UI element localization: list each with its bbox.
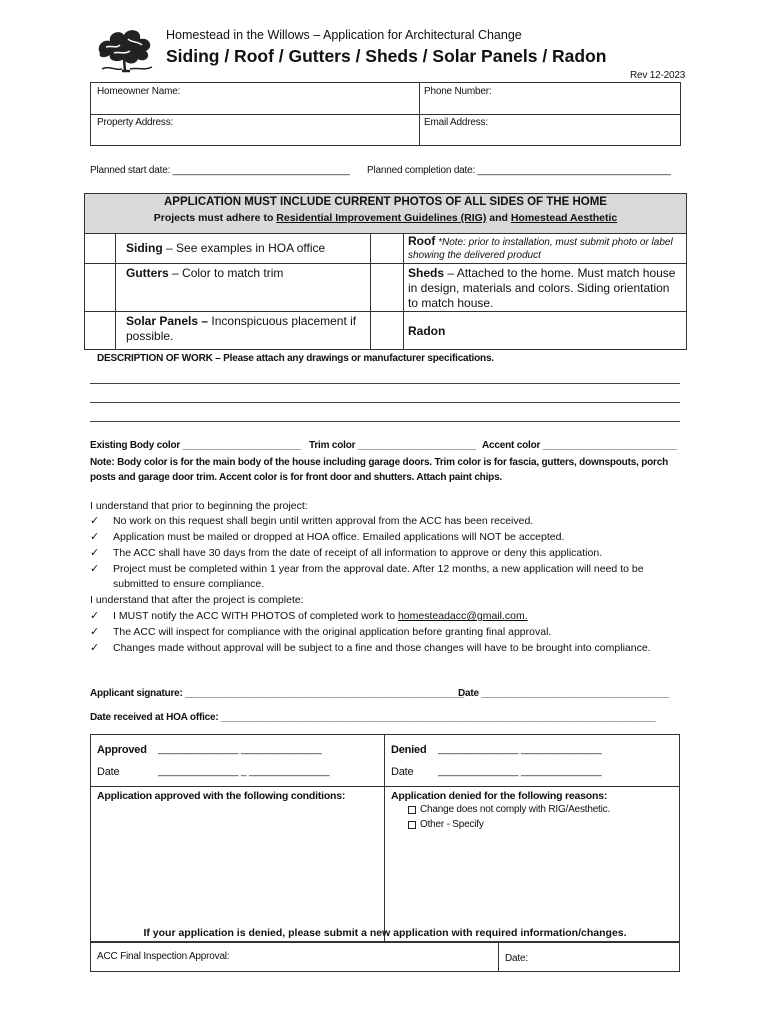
radon-checkbox[interactable] bbox=[370, 311, 402, 349]
homestead-aesthetic-link[interactable]: Homestead Aesthetic bbox=[510, 212, 618, 224]
planned-start-date-field[interactable]: Planned start date: _________________________________ bbox=[90, 165, 350, 176]
homeowner-name-field[interactable]: Homeowner Name: bbox=[97, 86, 181, 97]
body-color-field[interactable]: Existing Body color ______________________ bbox=[90, 440, 301, 451]
description-line-1[interactable] bbox=[90, 383, 680, 384]
denied-date-field[interactable]: _______________ _______________ bbox=[438, 766, 602, 777]
siding-checkbox[interactable] bbox=[85, 234, 114, 262]
siding-option: Siding – See examples in HOA office bbox=[126, 241, 326, 255]
term-before-4: Project must be completed within 1 year from the approval date. After 12 months, a new application will need to be submitted to ensure compliance. bbox=[113, 563, 644, 590]
gutters-checkbox[interactable] bbox=[85, 263, 114, 310]
term-after-2: The ACC will inspect for compliance with the original application before granting final approval. bbox=[113, 626, 552, 638]
trim-color-field[interactable]: Trim color ______________________ bbox=[309, 440, 476, 451]
check-mark-icon: ✓ bbox=[90, 515, 100, 527]
term-after-3: Changes made without approval will be subject to a fine and those changes will have to be brought into compliance. bbox=[113, 642, 651, 654]
terms-after-intro: I understand that after the project is complete: bbox=[90, 594, 304, 606]
revision-label: Rev 12-2023 bbox=[630, 70, 686, 81]
guidelines-notice: Projects must adhere to Residential Improvement Guidelines (RIG) and Homestead Aesthetic bbox=[153, 212, 618, 224]
phone-number-field[interactable]: Phone Number: bbox=[424, 86, 492, 97]
final-inspection-field[interactable]: ACC Final Inspection Approval: bbox=[97, 951, 230, 962]
solar-panels-option: Solar Panels – Inconspicuous placement if possible. bbox=[126, 314, 357, 343]
reason-noncompliance-checkbox[interactable] bbox=[408, 806, 416, 814]
accent-color-field[interactable]: Accent color _________________________ bbox=[482, 440, 677, 451]
denied-resubmit-notice: If your application is denied, please submit a new application with required information/changes. bbox=[143, 927, 627, 939]
check-mark-icon: ✓ bbox=[90, 547, 100, 559]
denied-label: Denied bbox=[391, 744, 427, 756]
approval-conditions-label: Application approved with the following conditions: bbox=[97, 790, 346, 802]
solar-panels-checkbox[interactable] bbox=[85, 311, 114, 349]
email-address-field[interactable]: Email Address: bbox=[424, 117, 488, 128]
form-title: Siding / Roof / Gutters / Sheds / Solar Panels / Radon bbox=[166, 46, 607, 66]
check-mark-icon: ✓ bbox=[90, 610, 100, 622]
check-mark-icon: ✓ bbox=[90, 531, 100, 543]
color-note: Note: Body color is for the main body of the house including garage doors. Trim color is for fascia, gutters, downspouts, porch posts and garage door trim. Accent color is for front door and shutters. Attach paint chips. bbox=[90, 457, 668, 483]
approved-signature-field[interactable]: _______________ _______________ bbox=[158, 744, 322, 755]
description-line-2[interactable] bbox=[90, 402, 680, 403]
check-mark-icon: ✓ bbox=[90, 626, 100, 638]
approved-date-field[interactable]: _______________ _ _______________ bbox=[158, 766, 330, 777]
gutters-option: Gutters – Color to match trim bbox=[126, 266, 284, 280]
sheds-option: Sheds – Attached to the home. Must match house in design, materials and colors. Siding orientation to match house. bbox=[408, 266, 676, 310]
description-label: DESCRIPTION OF WORK – Please attach any drawings or manufacturer specifications. bbox=[97, 353, 494, 364]
final-inspection-date-field[interactable]: Date: bbox=[505, 953, 528, 964]
photos-required-heading: APPLICATION MUST INCLUDE CURRENT PHOTOS OF ALL SIDES OF THE HOME bbox=[164, 196, 607, 208]
description-line-3[interactable] bbox=[90, 421, 680, 422]
term-before-2: Application must be mailed or dropped at HOA office. Emailed applications will NOT be accepted. bbox=[113, 531, 565, 543]
date-received-field[interactable]: Date received at HOA office: _________________________________________________________________________________ bbox=[90, 712, 656, 723]
denied-date-label: Date bbox=[391, 766, 414, 778]
approved-label: Approved bbox=[97, 744, 147, 756]
form-subtitle: Homestead in the Willows – Application for Architectural Change bbox=[166, 28, 522, 42]
denied-signature-field[interactable]: _______________ _______________ bbox=[438, 744, 602, 755]
signature-date-field[interactable]: Date ___________________________________ bbox=[458, 688, 670, 699]
terms-before-intro: I understand that prior to beginning the project: bbox=[90, 500, 308, 512]
reason-noncompliance-label: Change does not comply with RIG/Aesthetic. bbox=[420, 804, 611, 815]
rig-link[interactable]: Residential Improvement Guidelines (RIG) bbox=[276, 212, 487, 224]
term-after-1: I MUST notify the ACC WITH PHOTOS of completed work to homesteadacc@gmail.com. bbox=[113, 610, 528, 622]
radon-option: Radon bbox=[408, 324, 446, 338]
logo-tree-icon bbox=[94, 25, 156, 75]
check-mark-icon: ✓ bbox=[90, 563, 100, 575]
roof-checkbox[interactable] bbox=[370, 234, 402, 262]
applicant-signature-field[interactable]: Applicant signature: ____________________________________________________ bbox=[90, 688, 465, 699]
property-address-field[interactable]: Property Address: bbox=[97, 117, 174, 128]
term-before-1: No work on this request shall begin until written approval from the ACC has been received. bbox=[113, 515, 534, 527]
denial-reasons-label: Application denied for the following reasons: bbox=[391, 790, 608, 802]
roof-option: Roof *Note: prior to installation, must submit photo or label showing the delivered product bbox=[408, 234, 673, 261]
reason-other-checkbox[interactable] bbox=[408, 821, 416, 829]
approved-date-label: Date bbox=[97, 766, 120, 778]
planned-completion-date-field[interactable]: Planned completion date: ____________________________________ bbox=[367, 165, 671, 176]
term-before-3: The ACC shall have 30 days from the date of receipt of all information to approve or deny this application. bbox=[113, 547, 603, 559]
sheds-checkbox[interactable] bbox=[370, 263, 402, 310]
check-mark-icon: ✓ bbox=[90, 642, 100, 654]
acc-email-link[interactable]: homesteadacc@gmail.com. bbox=[397, 610, 528, 622]
reason-other-label: Other - Specify bbox=[420, 819, 484, 830]
